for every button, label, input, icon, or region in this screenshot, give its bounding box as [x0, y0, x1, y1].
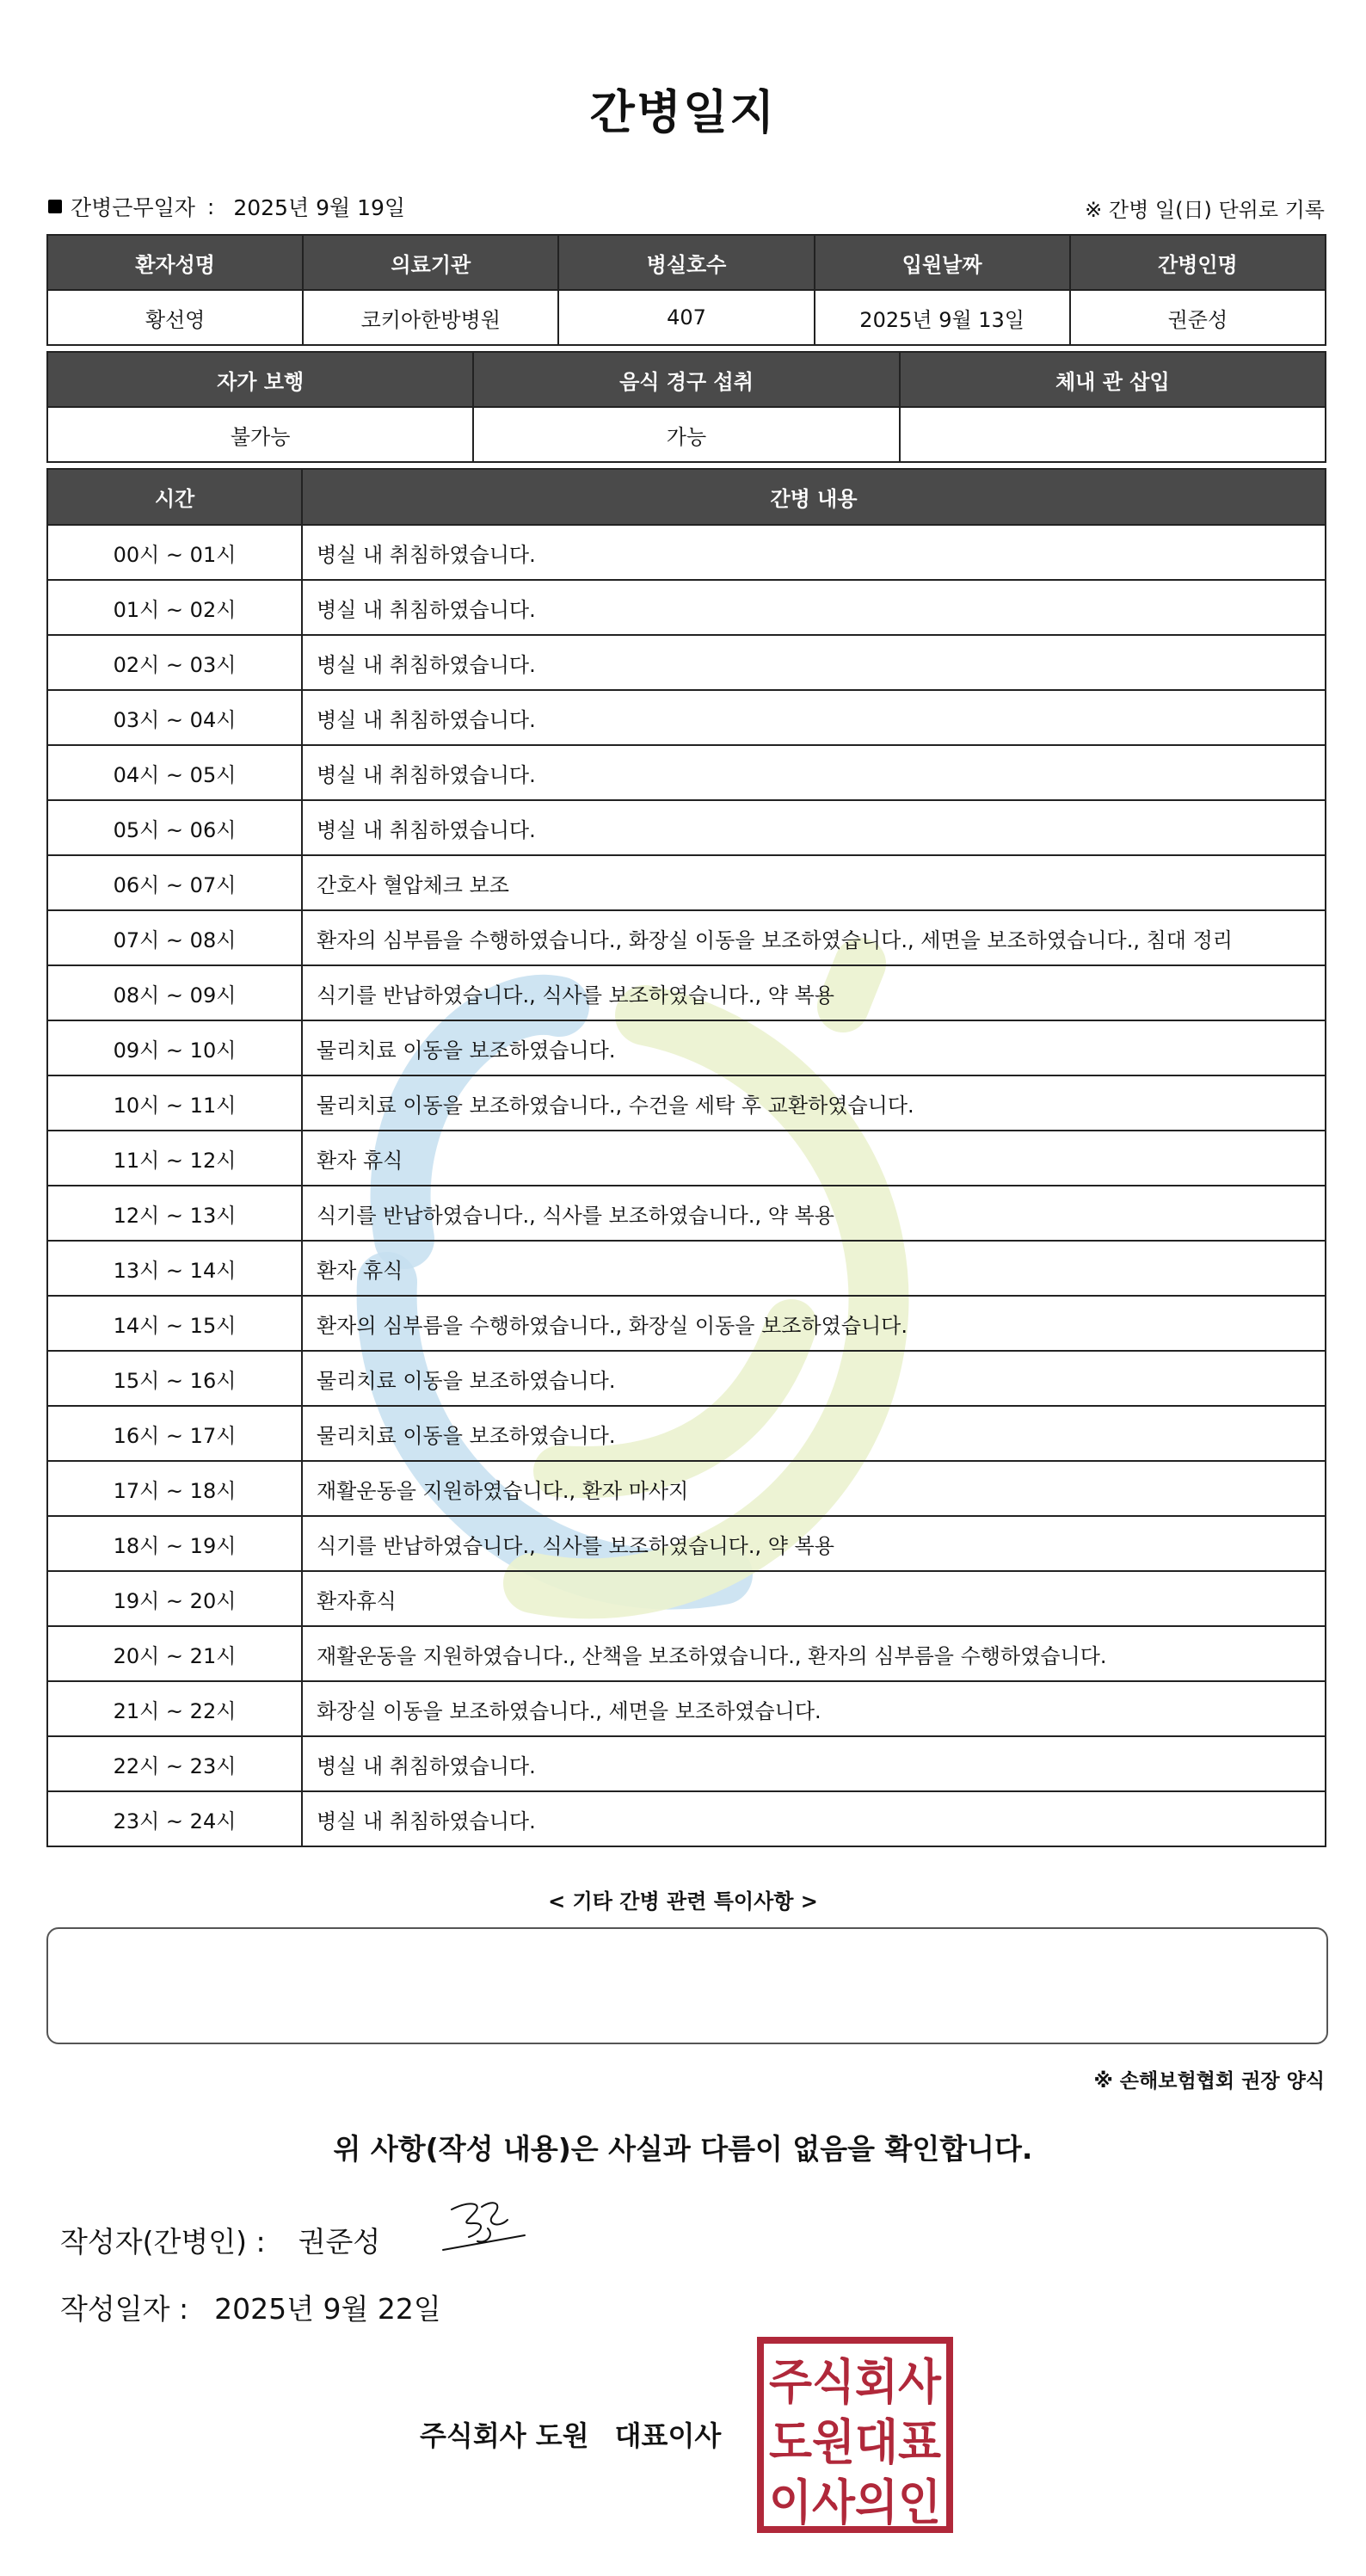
time-cell: 17시 ~ 18시	[47, 1461, 302, 1516]
time-cell: 15시 ~ 16시	[47, 1351, 302, 1406]
remarks-box	[46, 1927, 1328, 2044]
time-cell: 06시 ~ 07시	[47, 855, 302, 910]
page-title: 간병일지	[589, 85, 777, 139]
time-cell: 19시 ~ 20시	[47, 1571, 302, 1626]
table-row	[47, 1791, 1326, 1846]
header-patient-name: 환자성명	[47, 235, 303, 290]
time-cell: 04시 ~ 05시	[47, 745, 302, 800]
time-cell: 02시 ~ 03시	[47, 635, 302, 690]
table-row	[47, 965, 1326, 1020]
table-header-row	[47, 469, 1326, 525]
form-note: ※ 손해보험협회 권장 양식	[1093, 2070, 1325, 2092]
time-cell: 21시 ~ 22시	[47, 1681, 302, 1736]
patient-status-table	[46, 351, 1326, 463]
remarks-title: < 기타 간병 관련 특이사항 >	[548, 1889, 818, 1914]
care-content-cell: 병실 내 취침하였습니다.	[302, 525, 1326, 580]
table-row	[47, 525, 1326, 580]
care-content-cell: 병실 내 취침하였습니다.	[302, 800, 1326, 855]
patient-name: 황선영	[47, 290, 303, 345]
table-row	[47, 1020, 1326, 1075]
care-content-cell: 식기를 반납하였습니다., 식사를 보조하였습니다., 약 복용	[302, 1186, 1326, 1241]
work-date-value: 2025년 9월 19일	[233, 195, 406, 220]
time-cell: 14시 ~ 15시	[47, 1296, 302, 1351]
care-content-cell: 병실 내 취침하였습니다.	[302, 635, 1326, 690]
table-row	[47, 1681, 1326, 1736]
header-caregiver: 간병인명	[1070, 235, 1326, 290]
time-cell: 18시 ~ 19시	[47, 1516, 302, 1571]
table-row	[47, 1075, 1326, 1131]
room-number: 407	[558, 290, 814, 345]
self-walking-value: 불가능	[47, 407, 473, 462]
header-institution: 의료기관	[303, 235, 558, 290]
time-cell: 16시 ~ 17시	[47, 1406, 302, 1461]
table-row	[47, 1736, 1326, 1791]
table-row	[47, 1296, 1326, 1351]
patient-info-table	[46, 234, 1326, 346]
care-content-cell: 환자 휴식	[302, 1241, 1326, 1296]
care-content-cell: 화장실 이동을 보조하였습니다., 세면을 보조하였습니다.	[302, 1681, 1326, 1736]
care-content-cell: 환자휴식	[302, 1571, 1326, 1626]
writer-label: 작성자(간병인) :	[60, 2225, 266, 2259]
company-seal	[757, 2337, 953, 2533]
table-row	[47, 690, 1326, 745]
time-cell: 08시 ~ 09시	[47, 965, 302, 1020]
table-row	[47, 910, 1326, 965]
care-content-cell: 환자의 심부름을 수행하였습니다., 화장실 이동을 보조하였습니다.	[302, 1296, 1326, 1351]
header-tube-insertion: 체내 관 삽입	[900, 352, 1326, 407]
work-date	[48, 191, 405, 222]
care-content-cell: 환자 휴식	[302, 1131, 1326, 1186]
table-header-row	[47, 235, 1326, 290]
table-row	[47, 1351, 1326, 1406]
time-cell: 11시 ~ 12시	[47, 1131, 302, 1186]
header-room: 병실호수	[558, 235, 814, 290]
time-cell: 00시 ~ 01시	[47, 525, 302, 580]
care-content-cell: 물리치료 이동을 보조하였습니다.	[302, 1351, 1326, 1406]
confirmation-statement: 위 사항(작성 내용)은 사실과 다름이 없음을 확인합니다.	[333, 2132, 1033, 2166]
care-content-cell: 식기를 반납하였습니다., 식사를 보조하였습니다., 약 복용	[302, 1516, 1326, 1571]
seal-line-3: 이사의인	[769, 2475, 941, 2531]
header-care-content: 간병 내용	[302, 469, 1326, 525]
table-header-row	[47, 352, 1326, 407]
time-cell: 20시 ~ 21시	[47, 1626, 302, 1681]
time-cell: 09시 ~ 10시	[47, 1020, 302, 1075]
care-content-cell: 물리치료 이동을 보조하였습니다., 수건을 세탁 후 교환하였습니다.	[302, 1075, 1326, 1131]
institution: 코키아한방병원	[303, 290, 558, 345]
table-row	[47, 745, 1326, 800]
caregiver-name: 권준성	[1070, 290, 1326, 345]
company-title: 대표이사	[614, 2419, 722, 2452]
time-cell: 05시 ~ 06시	[47, 800, 302, 855]
time-cell: 23시 ~ 24시	[47, 1791, 302, 1846]
time-cell: 07시 ~ 08시	[47, 910, 302, 965]
table-row	[47, 580, 1326, 635]
table-row	[47, 1516, 1326, 1571]
company-name: 주식회사 도원	[420, 2419, 589, 2452]
table-row	[47, 1131, 1326, 1186]
table-row	[47, 1241, 1326, 1296]
work-date-label: 간병근무일자	[71, 195, 195, 220]
table-row	[47, 1186, 1326, 1241]
header-oral-intake: 음식 경구 섭취	[473, 352, 899, 407]
write-date-value: 2025년 9월 22일	[214, 2292, 441, 2326]
table-row	[47, 1571, 1326, 1626]
table-row	[47, 635, 1326, 690]
care-content-cell: 병실 내 취침하였습니다.	[302, 1736, 1326, 1791]
write-date-line	[60, 2287, 441, 2327]
admission-date: 2025년 9월 13일	[815, 290, 1070, 345]
tube-insertion-value	[900, 407, 1326, 462]
writer-name: 권준성	[298, 2225, 381, 2259]
care-content-cell: 병실 내 취침하였습니다.	[302, 690, 1326, 745]
table-row	[47, 800, 1326, 855]
table-row	[47, 1626, 1326, 1681]
care-content-cell: 환자의 심부름을 수행하였습니다., 화장실 이동을 보조하였습니다., 세면을 보조하였습니다., 침대 정리	[302, 910, 1326, 965]
care-content-cell: 물리치료 이동을 보조하였습니다.	[302, 1406, 1326, 1461]
unit-note: ※ 간병 일(日) 단위로 기록	[1085, 198, 1325, 222]
care-content-cell: 병실 내 취침하였습니다.	[302, 1791, 1326, 1846]
square-bullet-icon	[48, 200, 62, 213]
care-content-cell: 식기를 반납하였습니다., 식사를 보조하였습니다., 약 복용	[302, 965, 1326, 1020]
table-row	[47, 290, 1326, 345]
header-time: 시간	[47, 469, 302, 525]
table-row	[47, 855, 1326, 910]
writer-line	[60, 2220, 380, 2260]
time-cell: 22시 ~ 23시	[47, 1736, 302, 1791]
time-cell: 01시 ~ 02시	[47, 580, 302, 635]
time-cell: 13시 ~ 14시	[47, 1241, 302, 1296]
header-self-walking: 자가 보행	[47, 352, 473, 407]
oral-intake-value: 가능	[473, 407, 899, 462]
care-log-table	[46, 468, 1326, 1847]
care-content-cell: 재활운동을 지원하였습니다., 산책을 보조하였습니다., 환자의 심부름을 수행하였습니다.	[302, 1626, 1326, 1681]
time-cell: 10시 ~ 11시	[47, 1075, 302, 1131]
care-content-cell: 물리치료 이동을 보조하였습니다.	[302, 1020, 1326, 1075]
time-cell: 12시 ~ 13시	[47, 1186, 302, 1241]
table-row	[47, 1406, 1326, 1461]
header-admission-date: 입원날짜	[815, 235, 1070, 290]
table-row	[47, 1461, 1326, 1516]
care-content-cell: 병실 내 취침하였습니다.	[302, 745, 1326, 800]
work-date-colon: :	[206, 194, 215, 219]
company-line	[420, 2414, 721, 2454]
write-date-label: 작성일자 :	[60, 2292, 189, 2326]
seal-line-1: 주식회사	[769, 2355, 942, 2411]
signature-image	[434, 2194, 538, 2259]
time-cell: 03시 ~ 04시	[47, 690, 302, 745]
care-content-cell: 병실 내 취침하였습니다.	[302, 580, 1326, 635]
care-content-cell: 재활운동을 지원하였습니다., 환자 마사지	[302, 1461, 1326, 1516]
care-content-cell: 간호사 혈압체크 보조	[302, 855, 1326, 910]
seal-line-2: 도원대표	[769, 2415, 941, 2471]
table-row	[47, 407, 1326, 462]
